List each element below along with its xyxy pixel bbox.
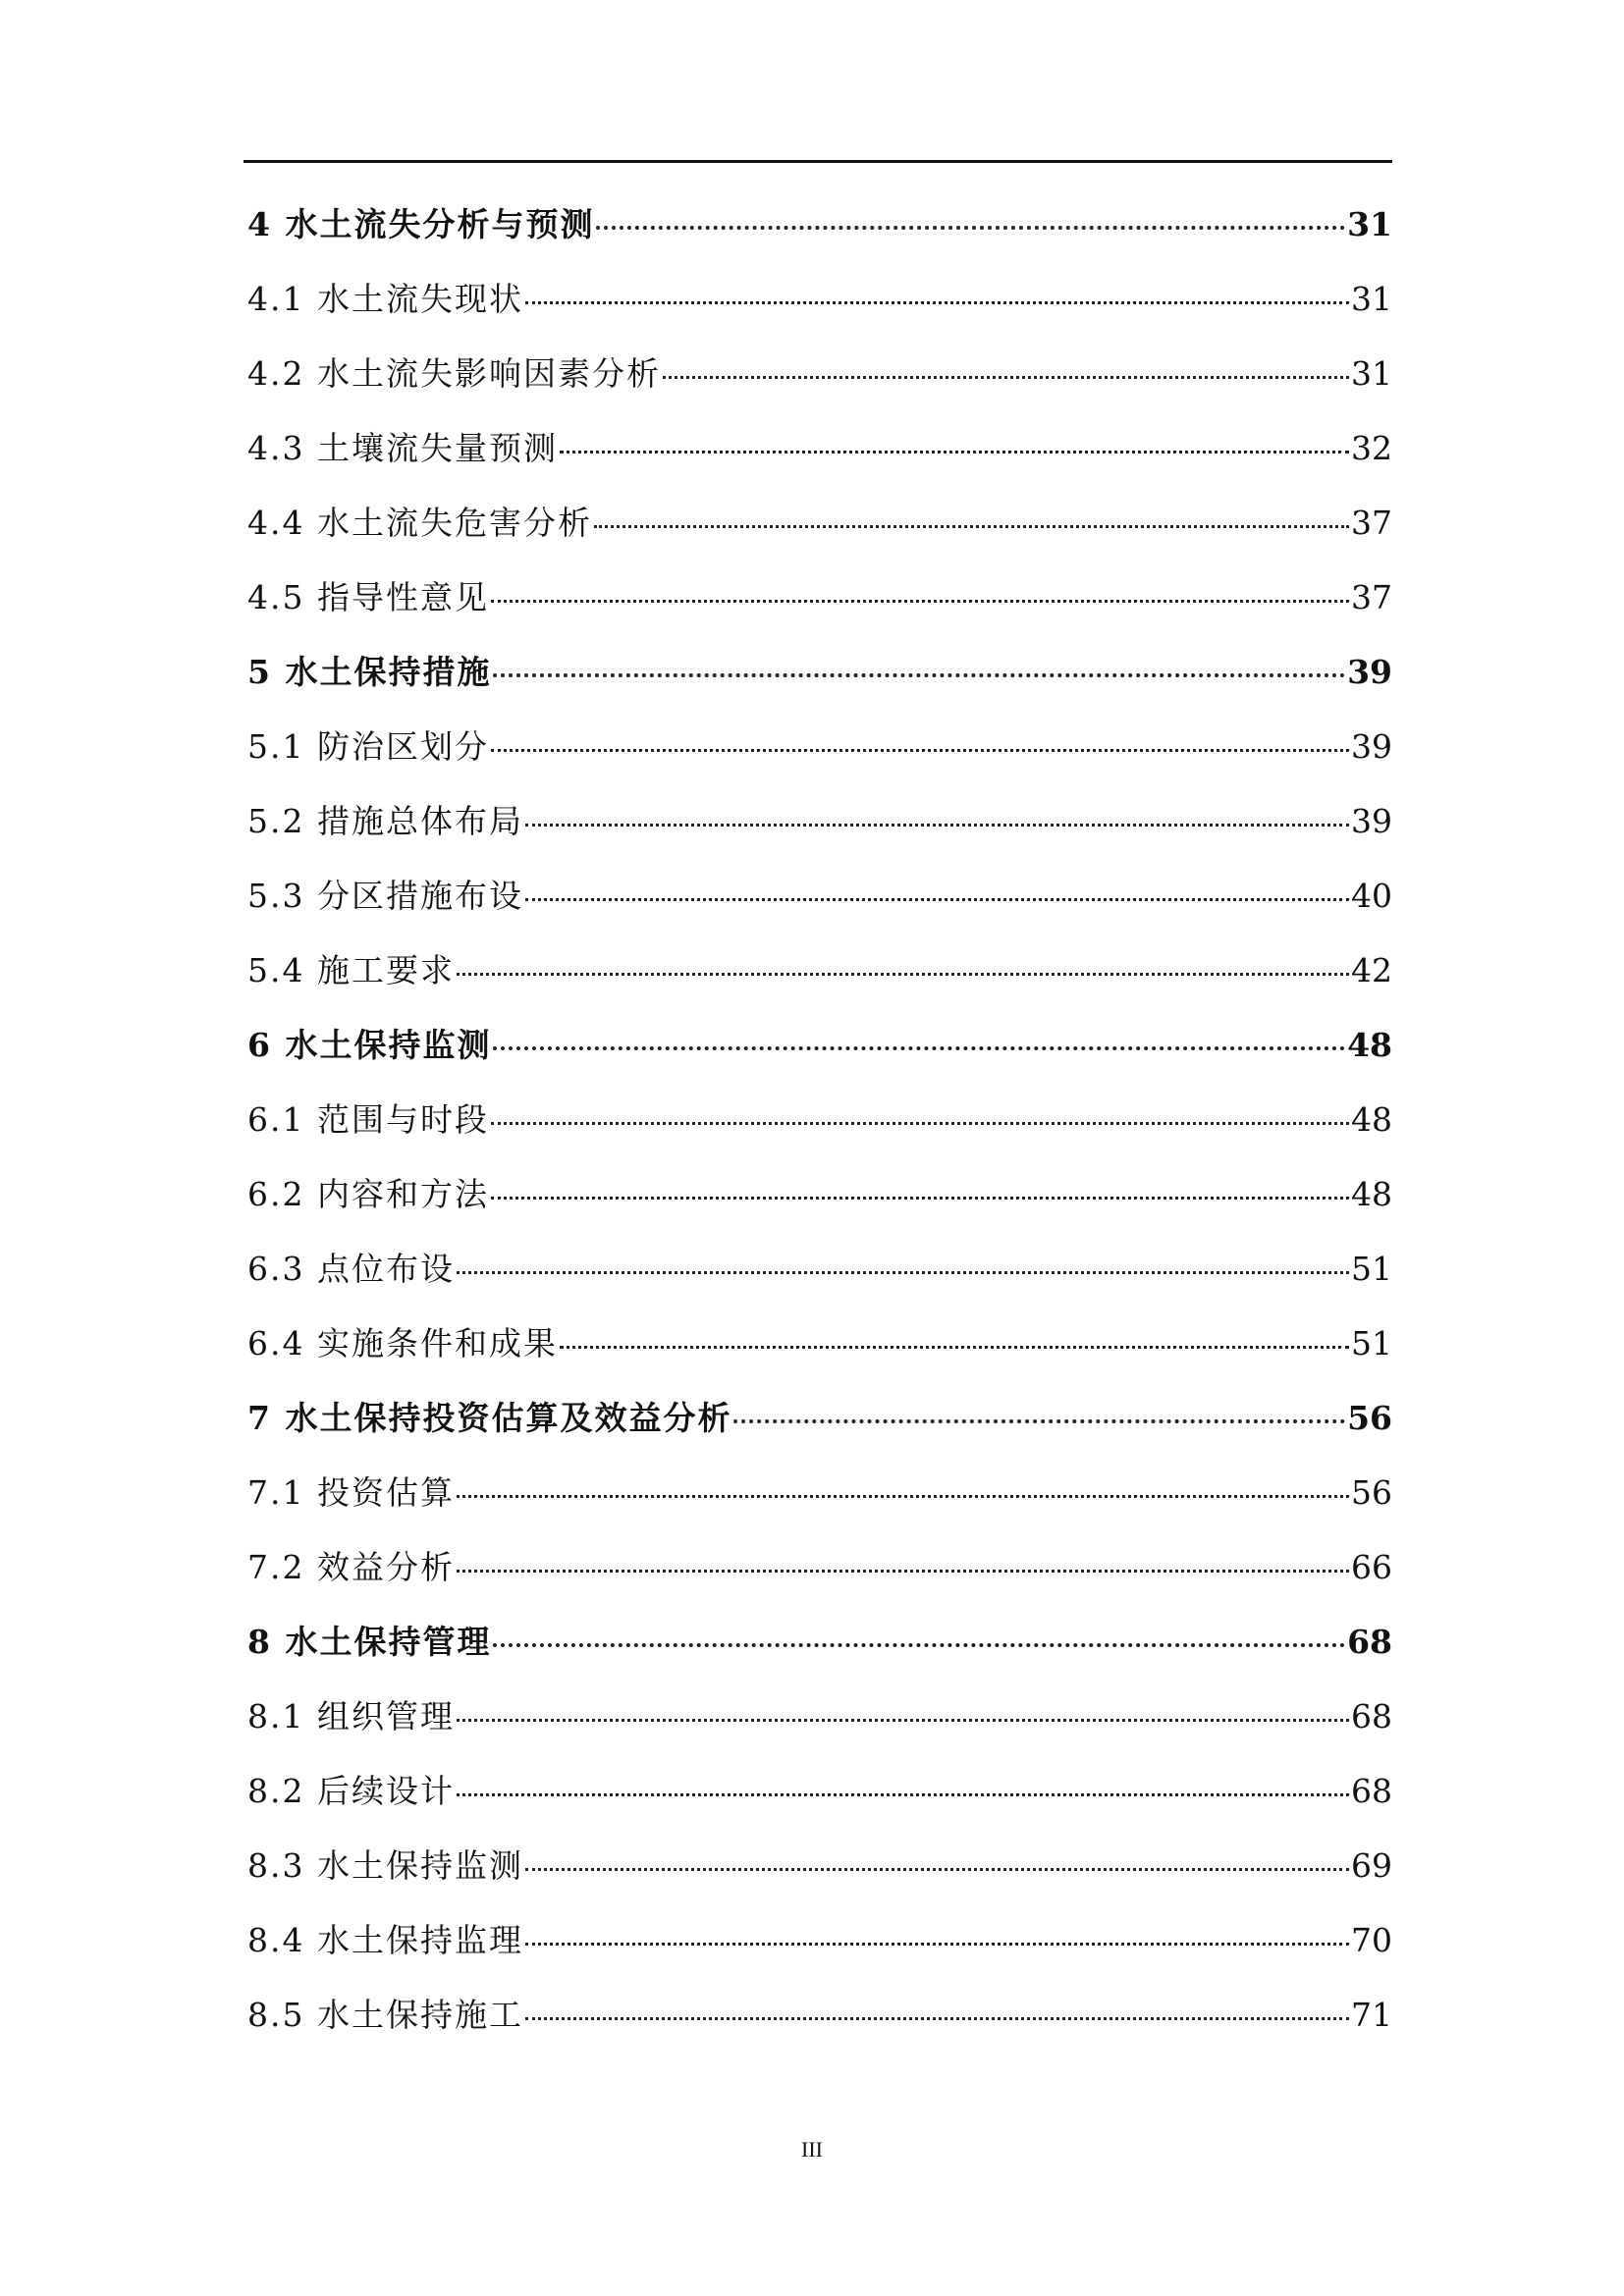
toc-entry-page: 32 <box>1351 429 1392 467</box>
toc-entry-page: 68 <box>1351 1772 1392 1810</box>
toc-entry-chapter-4[interactable] <box>247 187 1392 262</box>
toc-entry-8-3[interactable] <box>247 1829 1392 1903</box>
toc-entry-6-1[interactable] <box>247 1083 1392 1157</box>
toc-entry-page: 39 <box>1347 653 1392 691</box>
toc-dot-leader <box>594 525 1349 528</box>
toc-entry-4-4[interactable] <box>247 486 1392 561</box>
toc-entry-4-1[interactable] <box>247 262 1392 337</box>
toc-entry-6-3[interactable] <box>247 1232 1392 1307</box>
toc-entry-page: 66 <box>1351 1548 1392 1586</box>
toc-entry-label: 4.5 指导性意见 <box>247 578 489 616</box>
toc-dot-leader <box>493 1643 1345 1647</box>
toc-entry-label: 5 水土保持措施 <box>247 653 492 691</box>
toc-entry-label: 8.4 水土保持监理 <box>247 1921 523 1959</box>
toc-entry-8-2[interactable] <box>247 1754 1392 1829</box>
toc-entry-label: 5.1 防治区划分 <box>247 727 489 766</box>
toc-entry-page: 39 <box>1351 727 1392 766</box>
toc-entry-5-1[interactable] <box>247 710 1392 784</box>
toc-entry-4-3[interactable] <box>247 411 1392 486</box>
toc-entry-page: 48 <box>1351 1100 1392 1139</box>
toc-dot-leader <box>491 1122 1349 1125</box>
toc-entry-chapter-7[interactable] <box>247 1381 1392 1456</box>
toc-dot-leader <box>525 1868 1349 1871</box>
toc-entry-page: 31 <box>1347 205 1392 243</box>
toc-dot-leader <box>596 226 1345 230</box>
toc-dot-leader <box>491 1197 1349 1200</box>
toc-dot-leader <box>733 1419 1345 1423</box>
toc-entry-6-4[interactable] <box>247 1307 1392 1381</box>
toc-entry-page: 48 <box>1347 1026 1392 1064</box>
table-of-contents <box>247 187 1392 2053</box>
toc-entry-label: 8 水土保持管理 <box>247 1623 492 1661</box>
toc-entry-5-2[interactable] <box>247 784 1392 859</box>
toc-entry-label: 4 水土流失分析与预测 <box>247 205 595 243</box>
toc-entry-page: 37 <box>1351 504 1392 542</box>
toc-entry-page: 31 <box>1351 354 1392 393</box>
toc-entry-label: 7 水土保持投资估算及效益分析 <box>247 1399 732 1437</box>
toc-dot-leader <box>560 451 1349 454</box>
toc-dot-leader <box>525 898 1349 901</box>
toc-entry-label: 5.3 分区措施布设 <box>247 877 523 915</box>
footer-page-number: III <box>801 2137 823 2162</box>
toc-entry-label: 4.3 土壤流失量预测 <box>247 429 558 467</box>
toc-entry-label: 6.2 内容和方法 <box>247 1175 489 1213</box>
toc-entry-8-1[interactable] <box>247 1680 1392 1754</box>
toc-entry-chapter-6[interactable] <box>247 1008 1392 1083</box>
toc-entry-label: 5.2 措施总体布局 <box>247 802 523 840</box>
toc-entry-label: 6 水土保持监测 <box>247 1026 492 1064</box>
toc-entry-page: 71 <box>1351 1996 1392 2034</box>
toc-entry-page: 69 <box>1351 1846 1392 1885</box>
toc-entry-6-2[interactable] <box>247 1157 1392 1232</box>
toc-entry-5-4[interactable] <box>247 934 1392 1008</box>
toc-dot-leader <box>493 1046 1345 1050</box>
toc-entry-8-5[interactable] <box>247 1978 1392 2053</box>
toc-entry-label: 4.4 水土流失危害分析 <box>247 504 592 542</box>
toc-entry-8-4[interactable] <box>247 1903 1392 1978</box>
toc-dot-leader <box>457 973 1349 976</box>
toc-entry-label: 4.1 水土流失现状 <box>247 280 523 318</box>
toc-dot-leader <box>493 673 1345 677</box>
toc-entry-page: 42 <box>1351 951 1392 989</box>
toc-dot-leader <box>525 824 1349 827</box>
toc-entry-4-2[interactable] <box>247 337 1392 411</box>
header-rule <box>244 160 1392 163</box>
toc-entry-7-2[interactable] <box>247 1530 1392 1605</box>
toc-entry-page: 56 <box>1347 1399 1392 1437</box>
toc-entry-label: 8.3 水土保持监测 <box>247 1846 523 1885</box>
toc-entry-page: 68 <box>1347 1623 1392 1661</box>
toc-entry-page: 51 <box>1351 1250 1392 1288</box>
toc-entry-label: 4.2 水土流失影响因素分析 <box>247 354 661 393</box>
toc-entry-page: 40 <box>1351 877 1392 915</box>
toc-dot-leader <box>491 600 1349 603</box>
toc-entry-7-1[interactable] <box>247 1456 1392 1530</box>
toc-entry-label: 6.1 范围与时段 <box>247 1100 489 1139</box>
toc-dot-leader <box>663 376 1349 379</box>
toc-dot-leader <box>491 749 1349 752</box>
toc-entry-page: 39 <box>1351 802 1392 840</box>
toc-entry-label: 8.2 后续设计 <box>247 1772 455 1810</box>
toc-entry-page: 48 <box>1351 1175 1392 1213</box>
toc-entry-page: 70 <box>1351 1921 1392 1959</box>
toc-dot-leader <box>525 301 1349 304</box>
toc-entry-label: 6.3 点位布设 <box>247 1250 455 1288</box>
toc-entry-label: 8.1 组织管理 <box>247 1697 455 1735</box>
toc-dot-leader <box>560 1346 1349 1349</box>
toc-entry-label: 8.5 水土保持施工 <box>247 1996 523 2034</box>
toc-dot-leader <box>525 1943 1349 1946</box>
toc-dot-leader <box>457 1719 1349 1722</box>
toc-entry-4-5[interactable] <box>247 561 1392 635</box>
toc-entry-page: 51 <box>1351 1324 1392 1362</box>
toc-dot-leader <box>457 1495 1349 1498</box>
toc-dot-leader <box>457 1271 1349 1274</box>
toc-dot-leader <box>525 2017 1349 2020</box>
toc-entry-page: 56 <box>1351 1473 1392 1512</box>
toc-dot-leader <box>457 1570 1349 1573</box>
toc-entry-label: 7.2 效益分析 <box>247 1548 455 1586</box>
toc-entry-5-3[interactable] <box>247 859 1392 934</box>
toc-entry-chapter-8[interactable] <box>247 1605 1392 1680</box>
toc-entry-label: 5.4 施工要求 <box>247 951 455 989</box>
toc-entry-label: 6.4 实施条件和成果 <box>247 1324 558 1362</box>
toc-entry-page: 37 <box>1351 578 1392 616</box>
toc-entry-chapter-5[interactable] <box>247 635 1392 710</box>
toc-entry-page: 68 <box>1351 1697 1392 1735</box>
toc-entry-label: 7.1 投资估算 <box>247 1473 455 1512</box>
toc-dot-leader <box>457 1793 1349 1796</box>
toc-entry-page: 31 <box>1351 280 1392 318</box>
